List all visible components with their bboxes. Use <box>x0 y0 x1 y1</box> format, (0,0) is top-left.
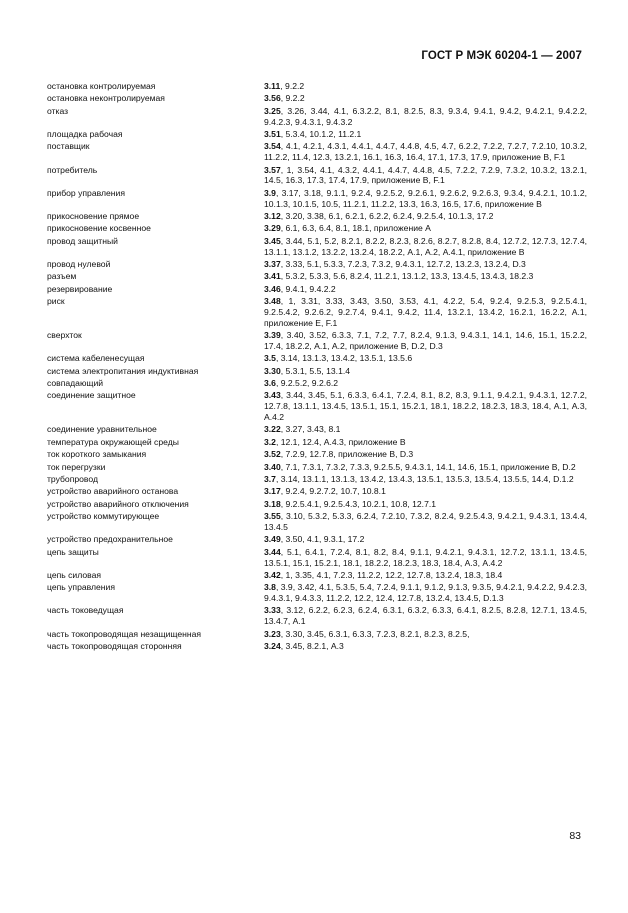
index-entry <box>47 534 587 545</box>
primary-reference: 3.7 <box>264 473 276 484</box>
index-references <box>264 641 587 652</box>
index-entry <box>47 582 587 604</box>
other-references: , 5.3.2, 5.3.3, 5.6, 8.2.4, 11.2.1, 13.1.2, 13.3, 13.4.5, 13.4.3, 18.2.3 <box>280 271 534 282</box>
index-list <box>47 81 587 653</box>
index-references <box>264 271 587 282</box>
index-entry <box>47 223 587 234</box>
index-term: риск <box>47 296 65 307</box>
index-entry <box>47 141 587 163</box>
index-references <box>264 81 587 92</box>
primary-reference: 3.2 <box>264 436 276 447</box>
other-references: , 5.3.1, 5.5, 13.1.4 <box>280 365 351 376</box>
index-references <box>264 296 587 328</box>
index-entry <box>47 570 587 581</box>
index-entry <box>47 641 587 652</box>
index-term: резервирование <box>47 283 113 294</box>
other-references: , 3.10, 5.3.2, 5.3.3, 6.2.4, 7.2.10, 7.3.2, 8.2.4, 9.2.5.4.3, 9.4.2.1, 9.4.3.1, 13.4.4, 13.4.5 <box>264 511 587 532</box>
other-references: , 9.2.5.2, 9.2.6.2 <box>275 378 339 389</box>
index-references <box>264 486 587 497</box>
primary-reference: 3.8 <box>264 582 276 593</box>
primary-reference: 3.51 <box>264 128 281 139</box>
index-references <box>264 141 587 163</box>
index-entry <box>47 129 587 140</box>
other-references: , 3.40, 3.52, 6.3.3, 7.1, 7.2, 7.7, 8.2.4, 9.1.3, 9.4.3.1, 14.1, 14.6, 15.1, 15.2.2, 17.4, 18.2.2, А.1, А.2, приложение В, D.2, D.3 <box>264 330 587 351</box>
primary-reference: 3.44 <box>264 546 281 557</box>
primary-reference: 3.45 <box>264 235 281 246</box>
index-entry <box>47 330 587 352</box>
primary-reference: 3.18 <box>264 498 281 509</box>
index-term: часть токопроводящая незащищенная <box>47 628 202 639</box>
index-term: соединение защитное <box>47 390 136 401</box>
index-term: соединение уравнительное <box>47 424 157 435</box>
index-references <box>264 378 587 389</box>
index-term: часть токоведущая <box>47 605 124 616</box>
index-references <box>264 570 587 581</box>
primary-reference: 3.24 <box>264 641 281 652</box>
index-references <box>264 547 587 569</box>
primary-reference: 3.25 <box>264 105 281 116</box>
other-references: , 4.1, 4.2.1, 4.3.1, 4.4.1, 4.4.7, 4.4.8, 4.5, 4.7, 6.2.2, 7.2.2, 7.2.7, 7.2.10, 10.3.2, 11.2.2, 11.4, 12.3, 13.2.1, 16.1, 16.3, 16.4, 17.1, 17.3, 17.9, приложение В, F.1 <box>264 141 587 163</box>
other-references: , 3.33, 5.1, 5.3.3, 7.2.3, 7.3.2, 9.4.3.1, 12.7.2, 13.2.3, 13.2.4, D.3 <box>280 258 526 269</box>
index-references <box>264 284 587 295</box>
other-references: , 3.50, 4.1, 9.3.1, 17.2 <box>280 534 365 545</box>
primary-reference: 3.41 <box>264 271 281 282</box>
index-references <box>264 424 587 435</box>
index-references <box>264 474 587 485</box>
index-term: ток короткого замыкания <box>47 449 147 460</box>
index-entry <box>47 511 587 533</box>
primary-reference: 3.11 <box>264 81 281 91</box>
index-references <box>264 605 587 627</box>
index-entry <box>47 353 587 364</box>
other-references: , 7.1, 7.3.1, 7.3.2, 7.3.3, 9.2.5.5, 9.4.3.1, 14.1, 14.6, 15.1, приложение В, D.2 <box>280 461 576 472</box>
primary-reference: 3.52 <box>264 449 281 460</box>
index-entry <box>47 547 587 569</box>
index-entry <box>47 236 587 258</box>
primary-reference: 3.29 <box>264 223 281 234</box>
primary-reference: 3.12 <box>264 210 281 221</box>
other-references: , 1, 3.31, 3.33, 3.43, 3.50, 3.53, 4.1, 4.2.2, 5.4, 9.2.4, 9.2.5.3, 9.2.5.4.1, 9.2.5.4.2, 9.2.6.2, 9.2.7.4, 9.4.1, 9.4.2, 11.4, 13.2.1, 13.4.2, 16.2.1, 16.2.2, А.1, приложение Е, F.1 <box>264 296 587 328</box>
index-entry <box>47 165 587 187</box>
index-entry <box>47 378 587 389</box>
primary-reference: 3.33 <box>264 605 281 616</box>
index-term: цепь защиты <box>47 546 99 557</box>
index-term: цепь управления <box>47 582 115 593</box>
other-references: , 9.2.2 <box>280 93 305 104</box>
primary-reference: 3.46 <box>264 283 281 294</box>
other-references: , 9.2.4, 9.2.7.2, 10.7, 10.8.1 <box>280 486 386 497</box>
index-references <box>264 582 587 604</box>
primary-reference: 3.42 <box>264 569 281 580</box>
primary-reference: 3.30 <box>264 365 281 376</box>
index-entry <box>47 93 587 104</box>
index-references <box>264 259 587 270</box>
index-references <box>264 366 587 377</box>
primary-reference: 3.23 <box>264 628 281 639</box>
index-term: цепь силовая <box>47 569 102 580</box>
other-references: , 12.1, 12.4, А.4.3, приложение В <box>275 436 406 447</box>
other-references: , 7.2.9, 12.7.8, приложение В, D.3 <box>280 449 414 460</box>
index-entry <box>47 390 587 422</box>
primary-reference: 3.22 <box>264 424 281 435</box>
other-references: , 3.30, 3.45, 6.3.1, 6.3.3, 7.2.3, 8.2.1, 8.2.3, 8.2.5, <box>280 628 470 639</box>
standard-header: ГОСТ Р МЭК 60204-1 — 2007 <box>421 50 582 62</box>
other-references: , 3.14, 13.1.3, 13.4.2, 13.5.1, 13.5.6 <box>275 353 413 364</box>
primary-reference: 3.6 <box>264 378 276 389</box>
index-references <box>264 390 587 422</box>
other-references: , 9.2.5.4.1, 9.2.5.4.3, 10.2.1, 10.8, 12.7.1 <box>280 498 437 509</box>
index-entry <box>47 81 587 92</box>
primary-reference: 3.17 <box>264 486 281 497</box>
other-references: , 5.3.4, 10.1.2, 11.2.1 <box>280 128 362 139</box>
primary-reference: 3.57 <box>264 164 281 175</box>
other-references: , 3.20, 3.38, 6.1, 6.2.1, 6.2.2, 6.2.4, 9.2.5.4, 10.1.3, 17.2 <box>280 210 494 221</box>
other-references: , 3.14, 13.1.1, 13.1.3, 13.4.2, 13.4.3, 13.5.1, 13.5.3, 13.5.4, 13.5.5, 14.4, D.1.2 <box>275 473 574 484</box>
page-number: 83 <box>569 830 581 842</box>
primary-reference: 3.40 <box>264 461 281 472</box>
index-entry <box>47 106 587 128</box>
index-term: система кабеленесущая <box>47 353 145 364</box>
index-references <box>264 353 587 364</box>
index-entry <box>47 424 587 435</box>
index-term: остановка неконтролируемая <box>47 93 165 104</box>
index-entry <box>47 366 587 377</box>
index-references <box>264 93 587 104</box>
index-entry <box>47 605 587 627</box>
index-entry <box>47 474 587 485</box>
other-references: , 3.12, 6.2.2, 6.2.3, 6.2.4, 6.3.1, 6.3.2, 6.3.3, 6.4.1, 8.2.5, 8.2.8, 12.7.1, 13.4.5, 13.4.7, А.1 <box>264 605 587 627</box>
index-references <box>264 106 587 128</box>
index-references <box>264 499 587 510</box>
index-references <box>264 188 587 210</box>
index-references <box>264 129 587 140</box>
index-term: провод нулевой <box>47 258 111 269</box>
index-term: остановка контролируемая <box>47 81 156 91</box>
index-term: поставщик <box>47 141 90 152</box>
index-references <box>264 330 587 352</box>
other-references: , 3.44, 5.1, 5.2, 8.2.1, 8.2.2, 8.2.3, 8.2.6, 8.2.7, 8.2.8, 8.4, 12.7.2, 12.7.3, 12.7.4, 13.1.1, 13.1.2, 13.2.2, 13.2.4, 18.2.2, А.1, А.2, А.4.1, приложение В <box>264 235 587 257</box>
primary-reference: 3.43 <box>264 390 281 401</box>
primary-reference: 3.37 <box>264 258 281 269</box>
index-entry <box>47 284 587 295</box>
primary-reference: 3.55 <box>264 511 281 522</box>
index-entry <box>47 259 587 270</box>
index-entry <box>47 437 587 448</box>
index-entry <box>47 462 587 473</box>
primary-reference: 3.39 <box>264 330 281 341</box>
index-entry <box>47 499 587 510</box>
other-references: , 3.45, 8.2.1, А.3 <box>280 641 344 652</box>
other-references: , 1, 3.54, 4.1, 4.3.2, 4.4.1, 4.4.7, 4.4.8, 4.5, 7.2.2, 7.2.9, 7.3.2, 10.3.2, 13.2.1, 14.5, 16.3, 17.3, 17.4, 17.9, приложение В, F.1 <box>264 164 587 186</box>
index-term: система электропитания индуктивная <box>47 365 199 376</box>
primary-reference: 3.5 <box>264 353 276 364</box>
primary-reference: 3.9 <box>264 187 276 198</box>
other-references: , 9.2.2 <box>280 81 305 91</box>
other-references: , 5.1, 6.4.1, 7.2.4, 8.1, 8.2, 8.4, 9.1.1, 9.4.2.1, 9.4.3.1, 12.7.2, 13.1.1, 13.4.5, 13.5.1, 15.1, 15.2.1, 18.1, 18.2.2, 18.2.3, 18.3, 18.4, А.3, А.4.2 <box>264 546 587 568</box>
primary-reference: 3.49 <box>264 534 281 545</box>
index-term: часть токопроводящая сторонняя <box>47 641 182 652</box>
index-entry <box>47 486 587 497</box>
other-references: , 3.27, 3.43, 8.1 <box>280 424 341 435</box>
other-references: , 3.26, 3.44, 4.1, 6.3.2.2, 8.1, 8.2.5, 8.3, 9.3.4, 9.4.1, 9.4.2, 9.4.2.1, 9.4.2.2, 9.4.2.3, 9.4.3.1, 9.4.3.2 <box>264 105 587 127</box>
primary-reference: 3.56 <box>264 93 281 104</box>
index-references <box>264 211 587 222</box>
index-entry <box>47 211 587 222</box>
index-term: устройство аварийного отключения <box>47 498 189 509</box>
index-entry <box>47 629 587 640</box>
index-term: температура окружающей среды <box>47 436 179 447</box>
index-term: площадка рабочая <box>47 128 123 139</box>
index-term: прикосновение прямое <box>47 210 140 221</box>
index-term: разъем <box>47 271 77 282</box>
other-references: , 3.17, 3.18, 9.1.1, 9.2.4, 9.2.5.2, 9.2.6.1, 9.2.6.2, 9.2.6.3, 9.3.4, 9.4.2.1, 10.1.2, 10.1.3, 10.1.5, 10.5, 11.2.1, 11.2.2, 13.3, 16.3, 16.5, 17.6, приложение В <box>264 187 587 209</box>
index-references <box>264 534 587 545</box>
index-term: прикосновение косвенное <box>47 223 151 234</box>
index-term: прибор управления <box>47 187 125 198</box>
index-references <box>264 511 587 533</box>
other-references: , 1, 3.35, 4.1, 7.2.3, 11.2.2, 12.2, 12.7.8, 13.2.4, 18.3, 18.4 <box>280 569 503 580</box>
index-term: совпадающий <box>47 378 104 389</box>
other-references: , 3.44, 3.45, 5.1, 6.3.3, 6.4.1, 7.2.4, 8.1, 8.2, 8.3, 9.1.1, 9.4.2.1, 9.4.3.1, 12.7.2, 12.7.8, 13.1.1, 13.4.5, 13.5.1, 15.1, 15.2.1, 18.1, 18.2.2, 18.2.3, 18.3, 18.4, А.1, А.3, А.4.2 <box>264 390 587 422</box>
index-references <box>264 449 587 460</box>
index-entry <box>47 188 587 210</box>
index-term: провод защитный <box>47 235 118 246</box>
index-term: потребитель <box>47 164 98 175</box>
index-references <box>264 437 587 448</box>
index-entry <box>47 296 587 328</box>
index-term: трубопровод <box>47 473 98 484</box>
index-term: ток перегрузки <box>47 461 106 472</box>
other-references: , 3.9, 3.42, 4.1, 5.3.5, 5.4, 7.2.4, 9.1.1, 9.1.2, 9.1.3, 9.3.5, 9.4.2.1, 9.4.2.2, 9.4.2.3, 9.4.3.1, 9.4.3.3, 11.2.2, 12.2, 12.4, 12.7.8, 13.2.4, 13.4.5, D.1.3 <box>264 582 587 604</box>
index-references <box>264 236 587 258</box>
index-term: устройство предохранительное <box>47 534 173 545</box>
index-references <box>264 629 587 640</box>
index-term: отказ <box>47 105 69 116</box>
index-term: сверхток <box>47 330 82 341</box>
index-entry <box>47 449 587 460</box>
primary-reference: 3.48 <box>264 296 281 307</box>
primary-reference: 3.54 <box>264 141 281 152</box>
index-references <box>264 165 587 187</box>
index-term: устройство аварийного останова <box>47 486 179 497</box>
index-term: устройство коммутирующее <box>47 511 160 522</box>
index-references <box>264 462 587 473</box>
other-references: , 6.1, 6.3, 6.4, 8.1, 18.1, приложение А <box>280 223 431 234</box>
index-references <box>264 223 587 234</box>
other-references: , 9.4.1, 9.4.2.2 <box>280 283 336 294</box>
index-entry <box>47 271 587 282</box>
